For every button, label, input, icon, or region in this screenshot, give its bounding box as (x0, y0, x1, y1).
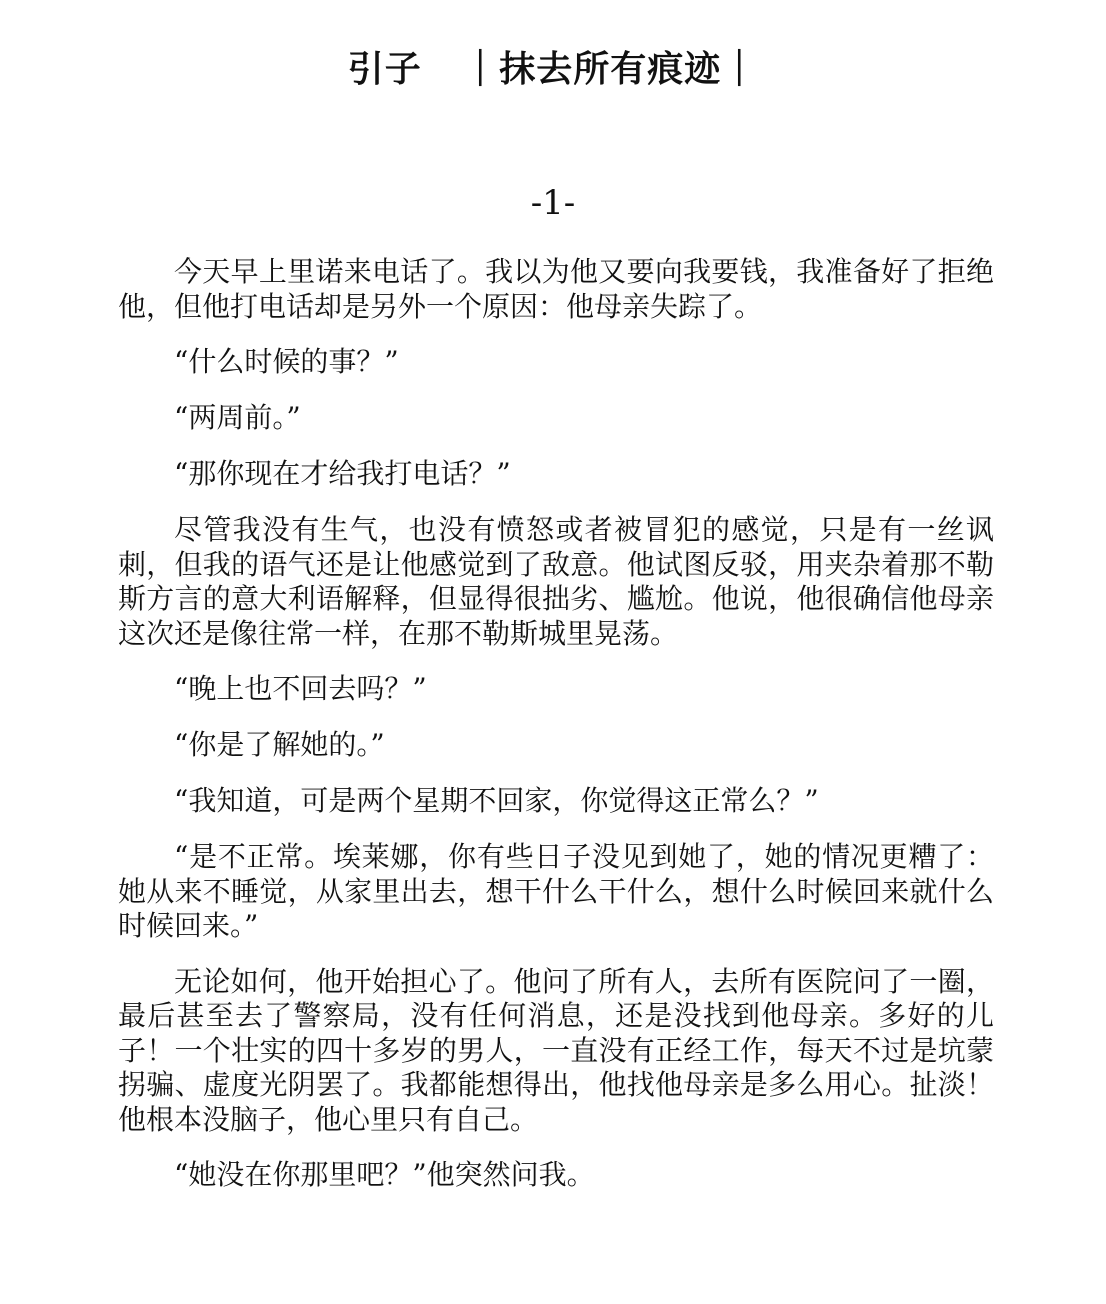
body-text (118, 255, 994, 1214)
dialogue-line: “她没在你那里吧？”他突然问我。 (174, 1158, 595, 1191)
dialogue-line: “我知道，可是两个星期不回家，你觉得这正常么？” (174, 784, 819, 817)
paragraph: 今天早上里诺来电话了。我以为他又要向我要钱，我准备好了拒绝他，但他打电话却是另外一个原因：他母亲失踪了。 (118, 255, 994, 323)
dialogue-line: “两周前。” (174, 401, 301, 434)
dialogue-line: “什么时候的事？” (174, 345, 399, 378)
chapter-title: 引子 ｜抹去所有痕迹｜ (347, 49, 759, 90)
paragraph: “是不正常。埃莱娜，你有些日子没见到她了，她的情况更糟了：她从来不睡觉，从家里出去，想干什么干什么，想什么时候回来就什么时候回来。” (118, 840, 994, 942)
dialogue-line: “你是了解她的。” (174, 728, 385, 761)
section-number: -1- (530, 183, 576, 223)
dialogue-line: “晚上也不回去吗？” (174, 672, 427, 705)
dialogue-line: “那你现在才给我打电话？” (174, 457, 511, 490)
paragraph: 无论如何，他开始担心了。他问了所有人，去所有医院问了一圈，最后甚至去了警察局，没有任何消息，还是没找到他母亲。多好的儿子！一个壮实的四十多岁的男人，一直没有正经工作，每天不过是坑蒙拐骗、虚度光阴罢了。我都能想得出，他找他母亲是多么用心。扯淡！他根本没脑子，他心里只有自己。 (118, 964, 994, 1136)
paragraph: 尽管我没有生气，也没有愤怒或者被冒犯的感觉，只是有一丝讽刺，但我的语气还是让他感觉到了敌意。他试图反驳，用夹杂着那不勒斯方言的意大利语解释，但显得很拙劣、尴尬。他说，他很确信他母亲这次还是像往常一样，在那不勒斯城里晃荡。 (118, 513, 994, 650)
